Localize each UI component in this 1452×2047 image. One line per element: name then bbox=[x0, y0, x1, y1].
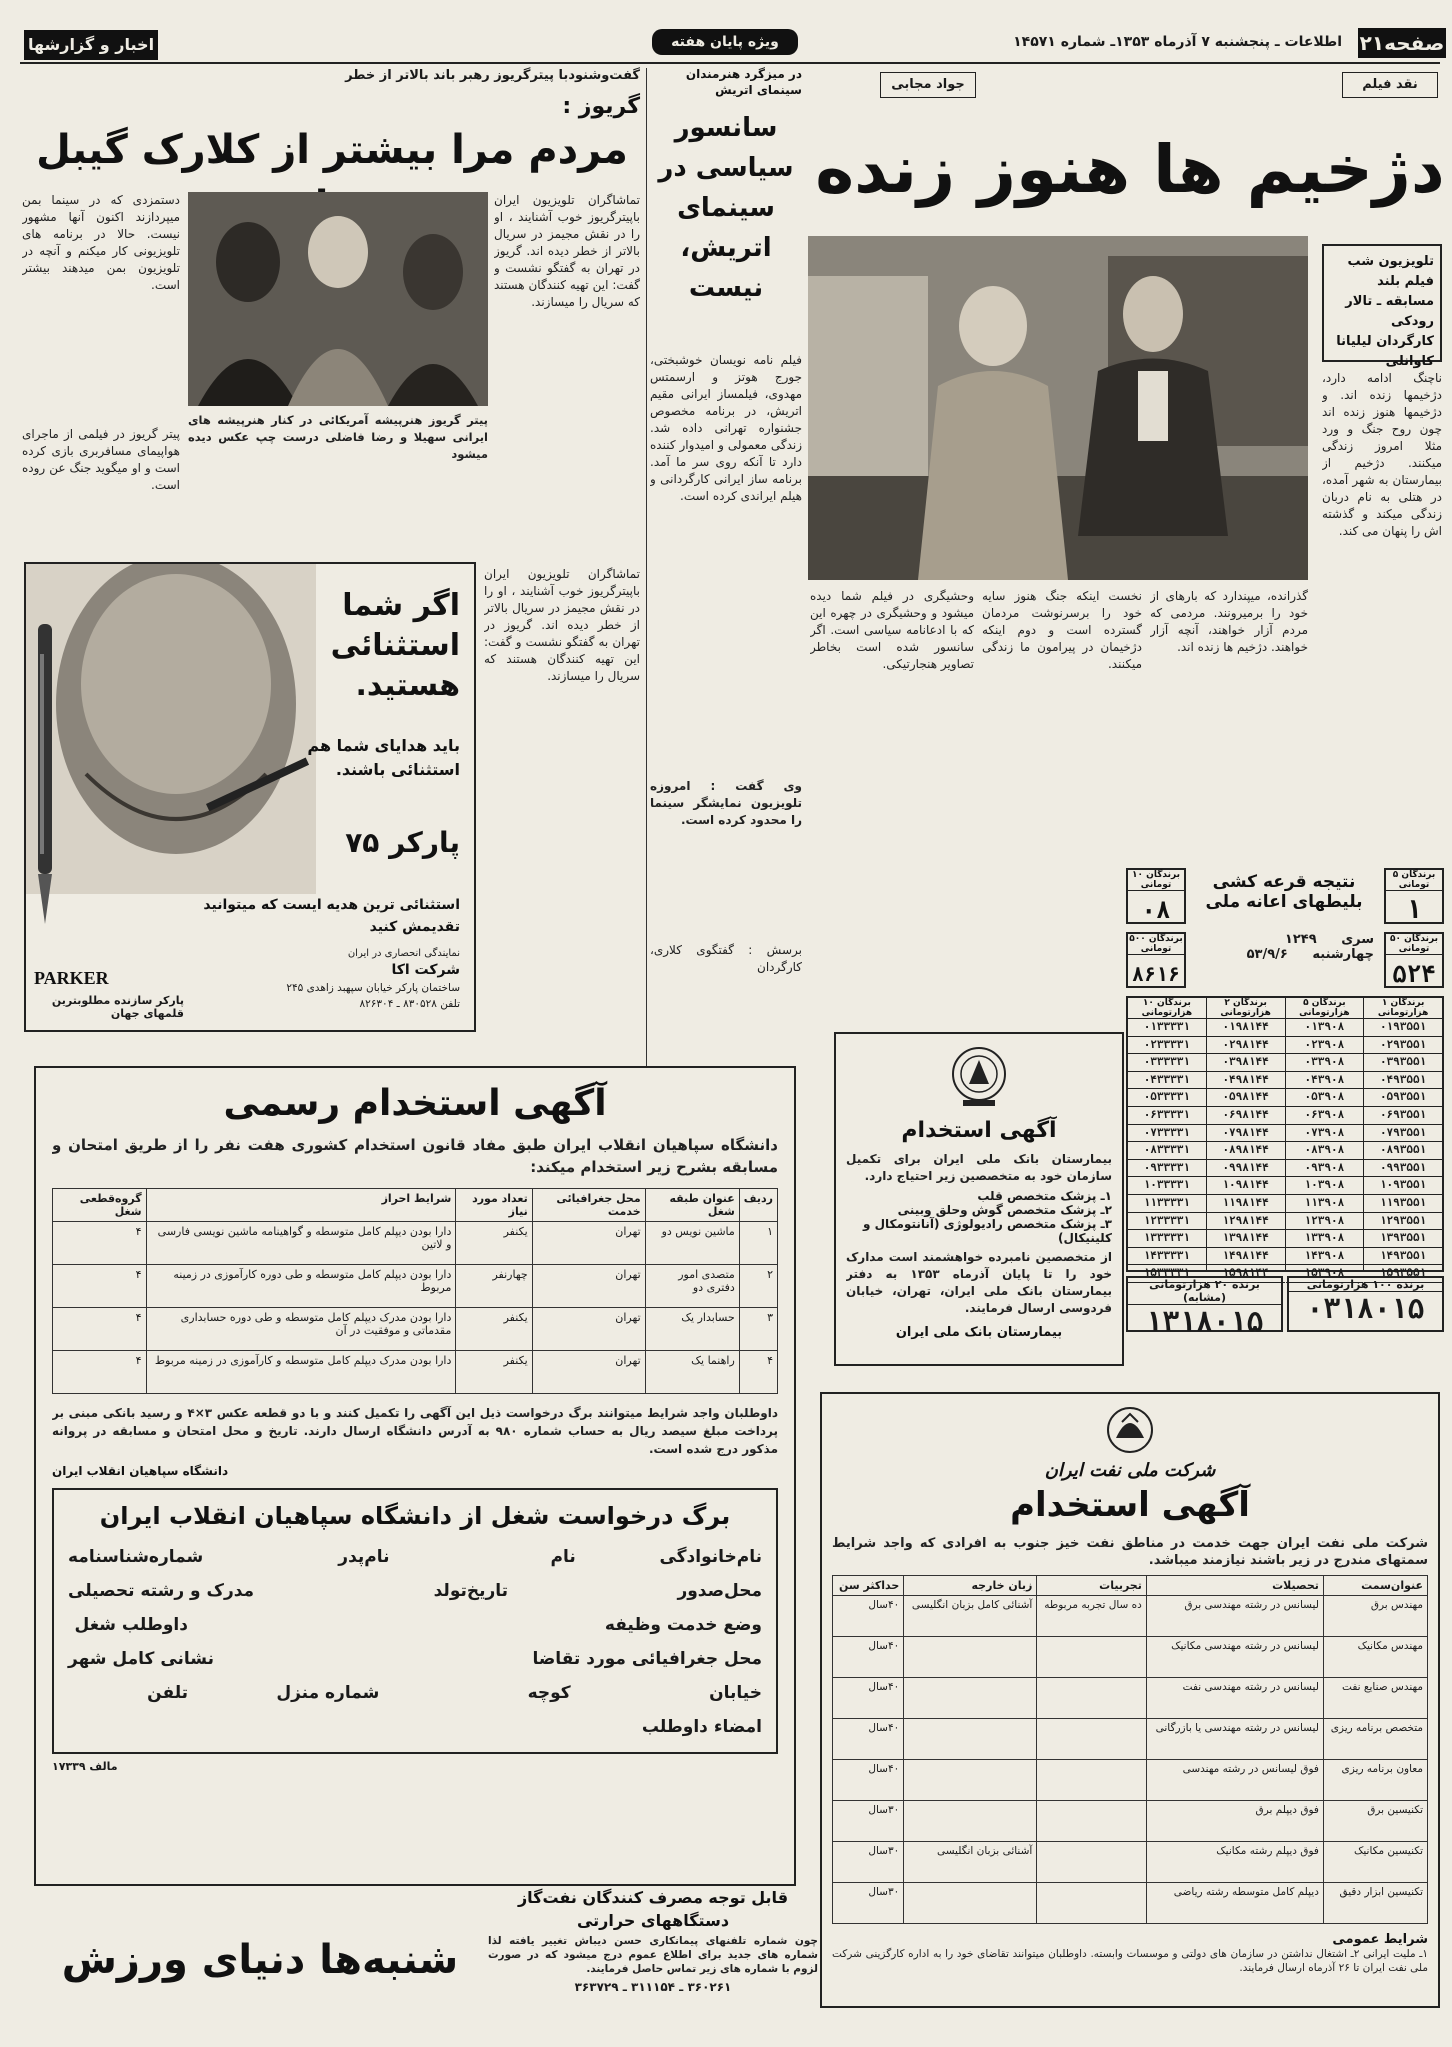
university-table-row bbox=[53, 1265, 778, 1308]
form-field[interactable]: شماره منزل bbox=[276, 1683, 380, 1703]
lottery-number: ۱۲۳۹۰۸ bbox=[1286, 1213, 1364, 1231]
oil-table-row bbox=[833, 1637, 1428, 1678]
lottery-number: ۱۵۳۹۰۸ bbox=[1286, 1265, 1364, 1283]
university-table-cell: ۱ bbox=[739, 1222, 777, 1265]
oil-table-cell: معاون برنامه ریزی bbox=[1323, 1760, 1427, 1801]
lottery-number: ۰۱۳۳۳۳۱ bbox=[1128, 1019, 1206, 1037]
hospital-note: از متخصصین نامبرده خواهشمند است مدارک خود را تا پایان آذرماه ۱۳۵۳ به دفتر بیمارستان بانک ملی ایران، تهران، خیابان فردوسی ارسال فرمایند. bbox=[846, 1250, 1112, 1315]
lottery-number: ۱۵۹۸۱۴۴ bbox=[1207, 1265, 1285, 1283]
parker-phone: تلفن ۸۳۰۵۲۸ ـ ۸۲۶۳۰۴ bbox=[359, 998, 460, 1010]
oil-table-cell: مهندس صنایع نفت bbox=[1323, 1678, 1427, 1719]
oil-table-header: زبان خارجه bbox=[904, 1576, 1037, 1596]
lottery-col-header: برندگان ۲ هزارتومانی bbox=[1207, 998, 1285, 1019]
lottery-number: ۰۲۳۹۰۸ bbox=[1286, 1037, 1364, 1055]
lottery-number: ۱۲۳۳۳۳۱ bbox=[1128, 1213, 1206, 1231]
lottery-number: ۱۵۹۳۵۵۱ bbox=[1364, 1265, 1442, 1283]
parker-line-1: اگر شما bbox=[342, 588, 460, 623]
oil-table-cell: مهندس مکانیک bbox=[1323, 1637, 1427, 1678]
oil-table-cell bbox=[904, 1883, 1037, 1924]
university-table-header: گروه‌قطعی شغل bbox=[53, 1189, 147, 1222]
university-table-cell: یکنفر bbox=[456, 1351, 532, 1394]
lottery-number: ۰۹۹۸۱۴۴ bbox=[1207, 1160, 1285, 1178]
lottery-number: ۰۵۳۹۰۸ bbox=[1286, 1089, 1364, 1107]
university-table-header: ردیف bbox=[739, 1189, 777, 1222]
hospital-item: ۲ـ پزشک متخصص گوش وحلق وبینی bbox=[897, 1203, 1112, 1217]
hospital-title: آگهی استخدام bbox=[901, 1118, 1057, 1143]
form-row bbox=[68, 1710, 762, 1744]
university-table-cell: متصدی امور دفتری دو bbox=[645, 1265, 739, 1308]
lottery-number: ۱۰۹۳۵۵۱ bbox=[1364, 1177, 1442, 1195]
university-table-header: تعداد مورد نیاز bbox=[456, 1189, 532, 1222]
prize-b-label: برندگان ۱۰ تومانی bbox=[1128, 870, 1184, 891]
lottery-number: ۱۳۹۸۱۴۴ bbox=[1207, 1230, 1285, 1248]
lottery-number: ۰۴۹۳۵۵۱ bbox=[1364, 1072, 1442, 1090]
prize-d-value: ۸۶۱۶ bbox=[1131, 962, 1181, 986]
oil-ad-table bbox=[832, 1575, 1428, 1924]
lottery-number: ۱۴۹۳۵۵۱ bbox=[1364, 1248, 1442, 1266]
oil-table-cell bbox=[1037, 1842, 1147, 1883]
review-sidebar-text: تلویزیون شب فیلم بلند مسابقه ـ تالار رودکی کارگردان لیلیانا کاوانلی bbox=[1336, 254, 1434, 369]
oil-table-cell bbox=[904, 1637, 1037, 1678]
gas-title: قابل توجه مصرف کنندگان نفت‌گاز bbox=[517, 1888, 789, 1907]
lottery-number: ۱۱۳۳۳۳۱ bbox=[1128, 1195, 1206, 1213]
oil-table-cell: لیسانس در رشته مهندسی مکانیک bbox=[1146, 1637, 1323, 1678]
lottery-number: ۰۴۳۳۳۳۱ bbox=[1128, 1072, 1206, 1090]
oil-company-name: شرکت ملی نفت ایران bbox=[1044, 1460, 1216, 1481]
oil-table-cell bbox=[1037, 1637, 1147, 1678]
application-form bbox=[52, 1488, 778, 1754]
oil-ad-intro: شرکت ملی نفت ایران جهت خدمت در مناطق نفت خیز جنوب به افرادی که واجد شرایط سمتهای مندرج در زیر باشند نیازمند میباشد. bbox=[832, 1536, 1428, 1568]
university-table-cell: ۴ bbox=[53, 1308, 147, 1351]
university-table-row bbox=[53, 1308, 778, 1351]
oil-ad bbox=[820, 1392, 1440, 2008]
lottery-number: ۰۷۹۳۵۵۱ bbox=[1364, 1125, 1442, 1143]
university-ad bbox=[34, 1066, 796, 1886]
series-label: سری bbox=[1341, 932, 1374, 947]
university-table-header: شرایط احراز bbox=[146, 1189, 456, 1222]
lottery-number: ۱۲۹۸۱۴۴ bbox=[1207, 1213, 1285, 1231]
censorship-body: فیلم نامه نویسان خوشبختی، جورج هوتز و ارسمتس مهدوی، فیلمساز ایرانی مقیم اتریش، در برنامه مخصوص جشنواره تهرانی داده شد. زندگی معمولی و امیدوار کننده دارد تا آنکه روی سر ما آمد. برنامه ساز ایرانی کارگردانی و هیلم ایراندی کرده است. bbox=[650, 353, 802, 503]
oil-terms: ۱ـ ملیت ایرانی ۲ـ اشتغال نداشتن در سازمان های دولتی و موسسات وابسته. داوطلبان میتوانند تقاضای خود را به اداره کارگزینی شرکت ملی نفت ایران تا ۲۶ آذرماه ارسال فرمایند. bbox=[832, 1948, 1428, 1974]
lottery-number: ۱۰۹۸۱۴۴ bbox=[1207, 1177, 1285, 1195]
oil-table-cell: ۴۰سال bbox=[833, 1596, 904, 1637]
university-table-cell: ماشین نویس دو bbox=[645, 1222, 739, 1265]
lottery-col-2-list bbox=[1286, 1019, 1364, 1283]
university-table-cell: ۴ bbox=[739, 1351, 777, 1394]
oil-table-cell: فوق لیسانس در رشته مهندسی bbox=[1146, 1760, 1323, 1801]
groves-label: گریوز : bbox=[562, 94, 640, 119]
lottery-number: ۰۵۹۳۵۵۱ bbox=[1364, 1089, 1442, 1107]
lottery-number: ۰۴۳۹۰۸ bbox=[1286, 1072, 1364, 1090]
lottery-number: ۰۲۹۸۱۴۴ bbox=[1207, 1037, 1285, 1055]
lottery-number: ۰۹۹۳۵۵۱ bbox=[1364, 1160, 1442, 1178]
lottery-number: ۱۱۹۳۵۵۱ bbox=[1364, 1195, 1442, 1213]
form-field[interactable]: داوطلب شغل bbox=[74, 1615, 188, 1635]
groves-continuation: تماشاگران تلویزیون ایران باپیترگریوز خوب آشنایند ، او را در نقش مجیمز در سریال بالاتر از خطر دیده اند. گریوز در تهران به گفتگو نشست و گفت: این تهیه کنندگان هستند که سریال را میسازند. bbox=[484, 567, 640, 683]
lottery-number: ۱۳۹۳۵۵۱ bbox=[1364, 1230, 1442, 1248]
oil-table-row bbox=[833, 1883, 1428, 1924]
hospital-item: ۳ـ پزشک متخصص رادیولوژی (آنانتومکال و کلینیکال) bbox=[862, 1217, 1112, 1245]
lottery-number: ۱۴۹۸۱۴۴ bbox=[1207, 1248, 1285, 1266]
oil-table-cell: لیسانس در رشته مهندسی نفت bbox=[1146, 1678, 1323, 1719]
oil-table-row bbox=[833, 1596, 1428, 1637]
oil-table-cell: آشنائی کامل بزبان انگلیسی bbox=[904, 1596, 1037, 1637]
section-title: اخبار و گزارشها bbox=[24, 30, 158, 60]
oil-table-row bbox=[833, 1842, 1428, 1883]
university-table-cell: ۴ bbox=[53, 1222, 147, 1265]
lottery-number: ۰۲۳۳۳۳۱ bbox=[1128, 1037, 1206, 1055]
hospital-emblem-icon bbox=[949, 1044, 1009, 1110]
oil-table-cell: آشنائی بزبان انگلیسی bbox=[904, 1842, 1037, 1883]
lottery-col-header: برندگان ۱۰ هزارتومانی bbox=[1128, 998, 1206, 1019]
pen-icon bbox=[34, 624, 56, 924]
grand-label: برنده ۱۰۰ هزارتومانی bbox=[1289, 1278, 1442, 1292]
lottery-number: ۰۵۳۳۳۳۱ bbox=[1128, 1089, 1206, 1107]
parker-address: ساختمان پارکر خیابان سپهبد زاهدی ۲۴۵ bbox=[286, 982, 460, 994]
lottery-col-4 bbox=[1128, 998, 1206, 1280]
university-table-cell: ۲ bbox=[739, 1265, 777, 1308]
film-still-image bbox=[808, 236, 1308, 580]
oil-table-cell bbox=[904, 1801, 1037, 1842]
prize-a-label: برندگان ۵ تومانی bbox=[1386, 870, 1442, 891]
groves-photo-image bbox=[188, 192, 488, 406]
form-row bbox=[68, 1642, 762, 1676]
gas-notice bbox=[488, 1888, 818, 2038]
university-table-row bbox=[53, 1351, 778, 1394]
oil-table-cell bbox=[1037, 1678, 1147, 1719]
lottery-number: ۱۲۹۳۵۵۱ bbox=[1364, 1213, 1442, 1231]
form-field[interactable]: شماره‌شناسنامه bbox=[68, 1547, 204, 1567]
review-kicker: نقد فیلم bbox=[1342, 72, 1438, 98]
groves-body: تماشاگران تلویزیون ایران باپیترگریوز خوب آشنایند ، او را در نقش مجیمز در سریال بالاتر از خطر دیده اند. گریوز در تهران به گفتگو نشست و گفت: این تهیه کنندگان هستند که سریال را میسازند. bbox=[494, 193, 640, 309]
oil-table-cell bbox=[904, 1678, 1037, 1719]
oil-terms-title: شرایط عمومی bbox=[1332, 1932, 1428, 1947]
lottery-number: ۰۷۹۸۱۴۴ bbox=[1207, 1125, 1285, 1143]
form-row bbox=[68, 1676, 762, 1710]
parker-sub: باید هدایای شما هم استثنائی باشند. bbox=[307, 736, 460, 779]
oil-table-cell: ۳۰سال bbox=[833, 1883, 904, 1924]
censorship-quote: وی گفت : امروزه تلویزیون نمایشگر سینما را محدود کرده است. bbox=[650, 779, 802, 827]
parker-tagline: استثنائی ترین هدیه ایست که میتوانید تقدیمش کنید bbox=[203, 897, 460, 935]
form-field[interactable]: مدرک و رشته تحصیلی bbox=[68, 1581, 255, 1601]
parker-maker: پارکر سازنده مطلوبترین قلمهای جهان bbox=[51, 994, 184, 1020]
parker-line-2: استثنائی bbox=[330, 628, 460, 663]
oil-table-cell: ۴۰سال bbox=[833, 1678, 904, 1719]
censorship-headline: سانسور سیاسی در سینمای اتریش، نیست bbox=[658, 113, 794, 303]
university-table-cell: تهران bbox=[532, 1308, 645, 1351]
oil-table-cell bbox=[1037, 1760, 1147, 1801]
university-table-cell: دارا بودن مدرک دیپلم کامل متوسطه و کارآموزی در زمینه مربوط bbox=[146, 1351, 456, 1394]
lottery-number: ۱۳۳۹۰۸ bbox=[1286, 1230, 1364, 1248]
lottery-number: ۰۶۳۳۳۳۱ bbox=[1128, 1107, 1206, 1125]
university-table-cell: چهارنفر bbox=[456, 1265, 532, 1308]
lottery-number: ۰۳۹۸۱۴۴ bbox=[1207, 1054, 1285, 1072]
lottery-number: ۰۹۳۳۳۳۱ bbox=[1128, 1160, 1206, 1178]
parker-company: شرکت اکا bbox=[391, 962, 460, 978]
prize-b-box bbox=[1126, 868, 1186, 924]
university-table-header: عنوان طبقه شغل bbox=[645, 1189, 739, 1222]
grand-prize bbox=[1126, 1276, 1444, 1338]
lottery-col-3 bbox=[1206, 998, 1285, 1280]
lottery-number: ۰۸۳۹۰۸ bbox=[1286, 1142, 1364, 1160]
groves-col-3: پیتر گریوز در فیلمی از ماجرای هواپیمای مسافربری بازی کرده است و او میگوید جنگ عن روده است. bbox=[22, 427, 180, 492]
oil-table-cell: فوق دیپلم برق bbox=[1146, 1801, 1323, 1842]
groves-caption: پیتر گریوز هنرپیشه آمریکائی در کنار هنرپیشه های ایرانی سهیلا و رضا فاضلی درست چپ عکس دیده میشود bbox=[188, 413, 488, 461]
university-table-cell: دارا بودن مدرک دیپلم کامل متوسطه و طی دوره حسابداری مقدماتی و موفقیت در آن bbox=[146, 1308, 456, 1351]
form-field[interactable]: نام bbox=[550, 1547, 576, 1567]
prize-b-value: ۰۸ bbox=[1141, 896, 1171, 924]
grand-prize-similar bbox=[1126, 1276, 1283, 1338]
university-table bbox=[52, 1188, 778, 1394]
oil-table-cell: لیسانس در رشته مهندسی برق bbox=[1146, 1596, 1323, 1637]
form-field[interactable]: وضع خدمت وظیفه bbox=[604, 1615, 762, 1635]
review-author: جواد مجابی bbox=[880, 72, 976, 98]
lottery-title-2: بلیطهای اعانه ملی bbox=[1205, 892, 1363, 912]
hospital-items bbox=[846, 1189, 1112, 1245]
grand-prize-main bbox=[1287, 1276, 1444, 1332]
lottery-number: ۰۳۹۳۵۵۱ bbox=[1364, 1054, 1442, 1072]
parker-man-image bbox=[26, 564, 316, 894]
oil-emblem-icon bbox=[1100, 1404, 1160, 1460]
review-body-1: ناچنگ ادامه دارد، دژخیمها زنده اند. و دژخیمها هنوز زنده اند چون روح جنگ و ورد مثلا امروز زندگی میکنند. دژخیم از بیمارستان به شهر آمده، در هتلی به نام دربان زندگی میکند و گذشته اش را پنهان می کند. bbox=[1322, 371, 1442, 538]
oil-table-cell: تکنیسین مکانیک bbox=[1323, 1842, 1427, 1883]
lottery-number: ۰۸۹۳۵۵۱ bbox=[1364, 1142, 1442, 1160]
parker-product: پارکر ۷۵ bbox=[345, 826, 460, 859]
review-body-3: نخست اینکه جنگ هنوز سایه خود را برسرنوشت مردمان گسترده است و دوم اینکه دژخیمان در پیرامون ما زندگی میکنند. bbox=[982, 589, 1142, 671]
column-rule bbox=[646, 68, 647, 1068]
university-intro: دانشگاه سپاهیان انقلاب ایران طبق مفاد قانون استخدام کشوری هفت نفر را از طریق امتحان و مسابقه بشرح زیر استخدام میکند: bbox=[52, 1136, 778, 1176]
oil-table-cell: تکنیسین ابزار دقیق bbox=[1323, 1883, 1427, 1924]
lottery-number: ۰۶۹۸۱۴۴ bbox=[1207, 1107, 1285, 1125]
lottery-number: ۰۷۳۹۰۸ bbox=[1286, 1125, 1364, 1143]
university-table-row bbox=[53, 1222, 778, 1265]
oil-table-row bbox=[833, 1719, 1428, 1760]
oil-table-row bbox=[833, 1678, 1428, 1719]
lottery-col-1-list bbox=[1364, 1019, 1442, 1283]
university-table-cell: ۴ bbox=[53, 1351, 147, 1394]
university-table-cell: ۳ bbox=[739, 1308, 777, 1351]
form-field[interactable]: نام‌پدر bbox=[338, 1547, 390, 1567]
lottery-number: ۱۰۳۹۰۸ bbox=[1286, 1177, 1364, 1195]
oil-table-cell bbox=[1037, 1801, 1147, 1842]
oil-table-cell: فوق دیپلم رشته مکانیک bbox=[1146, 1842, 1323, 1883]
consolation-value: ۱۳۱۸۰۱۵ bbox=[1145, 1305, 1264, 1338]
issue-line: اطلاعات ـ پنجشنبه ۷ آذرماه ۱۳۵۳ـ شماره ۱۴۵۷۱ bbox=[1013, 34, 1342, 50]
university-table-cell: یکنفر bbox=[456, 1308, 532, 1351]
oil-table-cell bbox=[904, 1760, 1037, 1801]
oil-table-cell: دیپلم کامل متوسطه رشته ریاضی bbox=[1146, 1883, 1323, 1924]
lottery-number: ۰۶۳۹۰۸ bbox=[1286, 1107, 1364, 1125]
lottery-col-1 bbox=[1363, 998, 1442, 1280]
prize-d-label: برندگان ۵۰۰ تومانی bbox=[1129, 934, 1183, 954]
draw-day: چهارشنبه bbox=[1312, 947, 1374, 962]
prize-c-label: برندگان ۵۰ تومانی bbox=[1386, 934, 1442, 955]
lottery-number: ۰۱۳۹۰۸ bbox=[1286, 1019, 1364, 1037]
film-still-photo bbox=[808, 236, 1308, 580]
form-row bbox=[68, 1540, 762, 1574]
groves-interview bbox=[20, 62, 644, 562]
parker-man-photo bbox=[26, 564, 316, 894]
lottery-number: ۰۹۳۹۰۸ bbox=[1286, 1160, 1364, 1178]
hospital-signature: بیمارستان بانک ملی ایران bbox=[895, 1325, 1063, 1340]
oil-table-cell: ۴۰سال bbox=[833, 1637, 904, 1678]
university-table-cell: تهران bbox=[532, 1222, 645, 1265]
grand-value: ۰۳۱۸۰۱۵ bbox=[1306, 1292, 1425, 1325]
oil-table-cell: ۳۰سال bbox=[833, 1842, 904, 1883]
groves-col-2: دستمزدی که در سینما بمن میپردازند اکنون آنها مشهور نیست. حالا در برنامه های تلویزیونی کار میکنم و آنچه در تلویزیون بمن میدهند بیشتر است. bbox=[22, 193, 180, 292]
page-number: صفحه۲۱ bbox=[1358, 28, 1446, 58]
form-row bbox=[68, 1574, 762, 1608]
parker-brand: PARKER bbox=[34, 968, 109, 988]
university-signature: دانشگاه سپاهیان انقلاب ایران bbox=[52, 1464, 229, 1478]
oil-ad-title: آگهی استخدام bbox=[1010, 1485, 1250, 1525]
oil-table-cell: تکنیسین برق bbox=[1323, 1801, 1427, 1842]
university-table-cell: تهران bbox=[532, 1265, 645, 1308]
groves-kicker: گفت‌وشنودبا پیترگریوز رهبر باند بالاتر از خطر bbox=[345, 68, 640, 83]
lottery-number: ۰۶۹۳۵۵۱ bbox=[1364, 1107, 1442, 1125]
oil-table-cell: متخصص برنامه ریزی bbox=[1323, 1719, 1427, 1760]
oil-table-row bbox=[833, 1760, 1428, 1801]
university-table-cell: حسابدار یک bbox=[645, 1308, 739, 1351]
series-value: ۱۲۴۹ bbox=[1284, 932, 1317, 947]
lottery-number: ۱۴۳۳۳۳۱ bbox=[1128, 1248, 1206, 1266]
draw-date: ۵۳/۹/۶ bbox=[1246, 947, 1288, 962]
university-table-cell: دارا بودن دیپلم کامل متوسطه و گواهینامه ماشین نویسی فارسی و لاتین bbox=[146, 1222, 456, 1265]
lottery-number: ۱۱۳۹۰۸ bbox=[1286, 1195, 1364, 1213]
university-table-cell: ۴ bbox=[53, 1265, 147, 1308]
oil-table-cell: لیسانس در رشته مهندسی یا بازرگانی bbox=[1146, 1719, 1323, 1760]
lottery-number: ۰۳۳۳۳۳۱ bbox=[1128, 1054, 1206, 1072]
lottery-number: ۱۴۳۹۰۸ bbox=[1286, 1248, 1364, 1266]
lottery-number: ۱۵۳۳۳۳۱ bbox=[1128, 1265, 1206, 1283]
parker-rep-title: نمایندگی انحصاری در ایران bbox=[347, 948, 460, 959]
lottery-columns bbox=[1126, 996, 1444, 1280]
parker-ad bbox=[24, 562, 476, 1032]
feature-badge: ویژه پایان هفته bbox=[652, 29, 798, 55]
university-table-cell: راهنما یک bbox=[645, 1351, 739, 1394]
oil-table-row bbox=[833, 1801, 1428, 1842]
lottery-number: ۰۸۳۳۳۳۱ bbox=[1128, 1142, 1206, 1160]
university-title: آگهی استخدام رسمی bbox=[223, 1083, 607, 1124]
oil-table-header: تجربیات bbox=[1037, 1576, 1147, 1596]
university-table-cell: یکنفر bbox=[456, 1222, 532, 1265]
groves-headline: مردم مرا بیشتر از کلارک گیبل bbox=[36, 127, 628, 173]
lottery-col-2 bbox=[1285, 998, 1364, 1280]
gas-body: چون شماره تلفنهای پیمانکاری حسن دیباش تغییر یافته لذا شماره های جدید برای اطلاع عموم درج میشود که در صورت لزوم با شماره های زیر تماس حاصل فرمایند. bbox=[488, 1935, 818, 1975]
university-table-cell: دارا بودن دیپلم کامل متوسطه و طی دوره کارآموزی در زمینه مربوط bbox=[146, 1265, 456, 1308]
oil-table-header: عنوان‌سمت bbox=[1323, 1576, 1427, 1596]
form-title: برگ درخواست شغل از دانشگاه سپاهیان انقلاب ایران bbox=[99, 1502, 731, 1530]
lottery-col-header: برندگان ۵ هزارتومانی bbox=[1286, 998, 1364, 1019]
sports-teaser: شنبه‌ها دنیای ورزش bbox=[61, 1937, 459, 1983]
oil-table-cell: ده سال تجربه مربوطه bbox=[1037, 1596, 1147, 1637]
prize-a-value: ۱ bbox=[1406, 895, 1422, 925]
university-table-cell: تهران bbox=[532, 1351, 645, 1394]
hospital-body: بیمارستان بانک ملی ایران برای تکمیل سازمان خود به متخصصین زیر احتیاج دارد. bbox=[846, 1152, 1112, 1183]
lottery-number: ۰۷۳۳۳۳۱ bbox=[1128, 1125, 1206, 1143]
form-field[interactable]: محل‌صدور bbox=[677, 1581, 762, 1601]
lottery-number: ۰۸۹۸۱۴۴ bbox=[1207, 1142, 1285, 1160]
parker-line-3: هستید. bbox=[355, 668, 460, 703]
masthead bbox=[0, 0, 1452, 64]
prize-d-box bbox=[1126, 932, 1186, 988]
lottery-number: ۰۴۹۸۱۴۴ bbox=[1207, 1072, 1285, 1090]
hospital-ad bbox=[834, 1032, 1124, 1366]
review-body-2: گذرانده، میپندارد که بارهای از خود را برمیرونند. مردمی که مردم آزار خواهند، آنچه آزار خواهند. دژخیم ها زنده اند. bbox=[1150, 589, 1308, 654]
groves-photo bbox=[188, 192, 488, 406]
form-field[interactable]: نشانی کامل شهر bbox=[68, 1649, 214, 1669]
lottery-col-3-list bbox=[1207, 1019, 1285, 1283]
oil-table-header: تحصیلات bbox=[1146, 1576, 1323, 1596]
censorship-feature bbox=[646, 62, 806, 1102]
oil-table-header: حداکثر سن bbox=[833, 1576, 904, 1596]
consolation-label: برنده ۲۰ هزارتومانی (مشابه) bbox=[1128, 1278, 1281, 1305]
university-ref: مالف ۱۷۳۳۹ bbox=[52, 1760, 118, 1773]
gas-subtitle: دستگاههای حرارتی bbox=[576, 1911, 730, 1930]
form-field[interactable]: امضاء داوطلب bbox=[641, 1717, 762, 1737]
lottery-number: ۱۱۹۸۱۴۴ bbox=[1207, 1195, 1285, 1213]
lottery-number: ۰۱۹۳۵۵۱ bbox=[1364, 1019, 1442, 1037]
gas-phones: ۳۶۰۲۶۱ ـ ۳۱۱۱۵۴ ـ ۳۶۳۷۲۹ bbox=[574, 1980, 732, 1994]
oil-table-cell: مهندس برق bbox=[1323, 1596, 1427, 1637]
prize-c-value: ۵۲۴ bbox=[1392, 960, 1436, 988]
lottery-number: ۰۳۳۹۰۸ bbox=[1286, 1054, 1364, 1072]
form-row bbox=[68, 1608, 762, 1642]
oil-table-cell: ۴۰سال bbox=[833, 1760, 904, 1801]
review-headline: دژخیم ها هنوز زنده bbox=[815, 131, 1445, 208]
form-field[interactable]: کوچه bbox=[527, 1683, 571, 1703]
oil-table-cell bbox=[1037, 1883, 1147, 1924]
lottery-title-1: نتیجه قرعه کشی bbox=[1212, 872, 1356, 892]
lottery-number: ۱۳۳۳۳۳۱ bbox=[1128, 1230, 1206, 1248]
censorship-byline: برسش : گفتگوی کلاری، کارگردان bbox=[650, 943, 802, 974]
lottery-number: ۰۵۹۸۱۴۴ bbox=[1207, 1089, 1285, 1107]
review-body-4: وحشیگری در فیلم شما دیده میشود و وحشیگری در چهره این که با ادعانامه سیاسی است. اگر سانسور شده است بخاطر تصاویر هنجارتیکی. bbox=[810, 589, 974, 671]
lottery-title bbox=[1194, 872, 1374, 912]
review-sidebar bbox=[1322, 244, 1442, 369]
censorship-kicker: در میزگرد هنرمندان سینمای اتریش bbox=[685, 67, 802, 97]
lottery-number: ۰۱۹۸۱۴۴ bbox=[1207, 1019, 1285, 1037]
form-field[interactable]: تلفن bbox=[147, 1683, 189, 1703]
lottery-number: ۰۲۹۳۵۵۱ bbox=[1364, 1037, 1442, 1055]
lottery-series bbox=[1194, 932, 1374, 962]
oil-table-cell bbox=[1037, 1719, 1147, 1760]
oil-table-cell bbox=[904, 1719, 1037, 1760]
form-field[interactable]: تاریخ‌تولد bbox=[433, 1581, 509, 1601]
form-field[interactable]: خیابان bbox=[709, 1683, 762, 1703]
lottery-col-header: برندگان ۱ هزارتومانی bbox=[1364, 998, 1442, 1019]
university-terms: داوطلبان واجد شرایط میتوانند برگ درخواست ذیل این آگهی را تکمیل کنند و با دو قطعه عکس ۳×۴ و رسید بانکی مبنی بر پرداخت مبلغ سیصد ریال به حساب شماره ۹۸۰ به آدرس دانشگاه ارسال دارند. تاریخ و محل امتحان و مسابقه در پروانه مذکور درج شده است. bbox=[52, 1406, 778, 1456]
lottery-col-4-list bbox=[1128, 1019, 1206, 1283]
form-field[interactable]: نام‌خانوادگی bbox=[659, 1547, 762, 1567]
form-field[interactable]: محل جغرافیائی مورد تقاضا bbox=[532, 1649, 762, 1669]
oil-table-cell: ۴۰سال bbox=[833, 1719, 904, 1760]
university-table-header: محل جغرافیائی خدمت bbox=[532, 1189, 645, 1222]
lottery-number: ۱۰۳۳۳۳۱ bbox=[1128, 1177, 1206, 1195]
oil-table-cell: ۳۰سال bbox=[833, 1801, 904, 1842]
form-fields bbox=[68, 1540, 762, 1744]
hospital-item: ۱ـ پزشک متخصص قلب bbox=[977, 1189, 1112, 1203]
